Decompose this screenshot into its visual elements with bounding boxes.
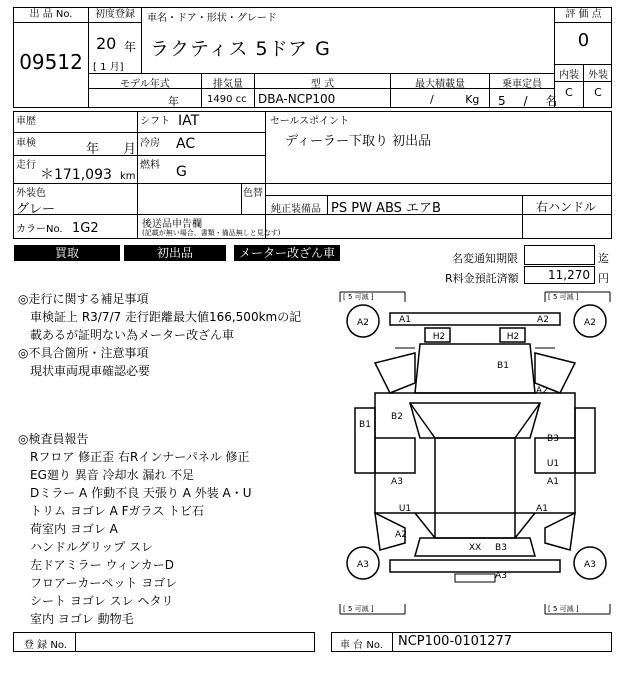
exterior-grade: C (594, 86, 602, 99)
divider (88, 73, 554, 74)
front-bumper-left-label: A1 (399, 315, 411, 325)
exterior-color-label: 外装色 (16, 188, 46, 199)
supplement-line-2: 載あるが証明ない為メーター改ざん車 (30, 328, 235, 342)
first-registration-label: 初度登録 (89, 8, 141, 23)
notice-deadline-label: 名変通知期限 (452, 252, 518, 265)
car-name: ラクティス 5ドア G (150, 38, 331, 60)
color-change-label: 色替 (243, 188, 263, 199)
right-quarter-label: A1 (536, 504, 548, 514)
defect-line-1: 現状車両現車確認必要 (30, 364, 151, 378)
mileage-unit: km (120, 171, 136, 182)
supplement-line-1: 車検証上 R3/7/7 走行距離最大値166,500kmの記 (30, 310, 302, 324)
recycle-fee-value: 11,270 (524, 266, 595, 284)
divider (522, 195, 523, 214)
front-bumper-right-label: A2 (537, 315, 549, 325)
left-quarter-u-label: U1 (398, 504, 412, 514)
score-value: 0 (577, 30, 590, 51)
inspector-line-7: 左ドアミラー ウィンカーD (30, 558, 174, 572)
wheel-rear-left-label: A3 (357, 560, 369, 570)
tag-kaitori: 買取 (14, 245, 120, 261)
right-front-door-label: B3 (547, 434, 559, 444)
type-value: DBA-NCP100 (258, 92, 336, 106)
inspector-title: ◎検査員報告 (18, 432, 89, 446)
divider (137, 214, 138, 239)
fuel-label: 燃料 (140, 160, 160, 171)
right-rear-door-label: A1 (547, 477, 559, 487)
fuel-value: G (176, 164, 187, 180)
tag-meter-tampered: メーター改ざん車 (234, 245, 340, 261)
first-registration-year-unit: 年 (124, 40, 137, 54)
car-name-label: 車名・ドア・形状・グレード (147, 13, 277, 24)
displacement-label: 排気量 (213, 79, 243, 90)
notice-deadline-unit: 迄 (598, 252, 609, 265)
headlight-left-label: H2 (432, 332, 446, 342)
inspector-line-5: 荷室内 ヨゴレ A (30, 522, 118, 536)
divider (241, 183, 242, 214)
inspector-line-1: Rフロア 修正歪 右Rインナーパネル 修正 (30, 450, 250, 464)
first-registration-year: 20 (96, 34, 117, 53)
inspector-line-3: Dミラー A 作動不良 天張り A 外装 A・U (30, 486, 252, 500)
interior-grade: C (565, 86, 573, 99)
divider (392, 632, 393, 652)
notice-deadline-value (524, 245, 595, 265)
left-front-door-label: B1 (359, 420, 371, 430)
right-fender-label: A2 (536, 386, 548, 396)
equipment-value: PS PW ABS エアB (331, 201, 441, 216)
ac-label: 冷房 (140, 138, 160, 149)
divider (137, 111, 138, 214)
left-quarter-a-label: A2 (395, 530, 407, 540)
recycle-fee-label: R料金預託済額 (445, 272, 519, 285)
model-year-value: 年 (168, 95, 179, 108)
lot-number-label: 出 品 No. (14, 8, 88, 23)
inspection-label: 車検 (16, 138, 36, 149)
divider (141, 7, 142, 73)
car-damage-diagram (335, 288, 615, 628)
recycle-fee-unit: 円 (598, 272, 609, 285)
tire-tread-rear-right: [ 5 可減 ] (548, 605, 579, 613)
divider (265, 195, 612, 196)
chassis-number: NCP100-0101277 (398, 634, 513, 649)
rear-a3-label: A3 (495, 571, 507, 581)
max-load-label: 最大積載量 (415, 79, 465, 90)
divider (13, 155, 265, 156)
divider (265, 111, 266, 239)
divider (75, 632, 76, 652)
tire-tread-front-left: [ 5 可減 ] (343, 293, 374, 301)
history-label: 車歴 (16, 116, 36, 127)
ac-value: AC (176, 136, 196, 152)
exterior-label: 外装 (588, 70, 608, 81)
inspection-value: 年 月 (86, 142, 137, 157)
capacity-value: 5 / 名 (498, 94, 558, 108)
handle-value: 右ハンドル (536, 200, 597, 214)
sales-point-label: セールスポイント (270, 116, 350, 127)
inspector-line-8: フロアーカーペット ヨゴレ (30, 576, 178, 590)
wheel-rear-right-label: A3 (584, 560, 596, 570)
reg-number-label: 登 録 No. (24, 640, 67, 651)
tire-tread-rear-left: [ 5 可減 ] (343, 605, 374, 613)
model-year-label: モデル年式 (120, 79, 170, 90)
roof-front-label: B2 (391, 412, 403, 422)
wheel-front-left-label: A2 (357, 318, 369, 328)
capacity-label: 乗車定員 (502, 79, 542, 90)
headlight-right-label: H2 (506, 332, 520, 342)
exterior-color-value: グレー (16, 202, 56, 217)
color-no-label: カラーNo. (16, 224, 63, 235)
hood-label: B1 (497, 361, 509, 371)
equipment-label: 純正装備品 (271, 204, 321, 215)
divider (13, 132, 265, 133)
score-label: 評 価 点 (555, 8, 612, 23)
shift-value: IAT (178, 113, 200, 129)
right-pillar-label: U1 (546, 459, 560, 469)
defect-title: ◎不具合箇所・注意事項 (18, 346, 149, 360)
divider (327, 195, 328, 214)
inspector-line-2: EG廻り 異音 冷却水 漏れ 不足 (30, 468, 195, 482)
rear-xx-label: XX (468, 543, 482, 553)
chassis-number-label: 車 台 No. (340, 640, 383, 651)
divider (522, 214, 523, 239)
aftermarket-label: 後送品申告欄 (142, 219, 202, 230)
inspector-line-9: シート ヨゴレ スレ ヘタリ (30, 594, 174, 608)
sales-point-value: ディーラー下取り 初出品 (285, 134, 432, 149)
left-rear-door-label: A3 (391, 477, 403, 487)
wheel-front-right-label: A2 (584, 318, 596, 328)
mileage-value: ＊171,093 (40, 167, 112, 183)
displacement-value: 1490 cc (207, 94, 247, 105)
rear-b3-label: B3 (495, 543, 507, 553)
divider (554, 81, 612, 82)
inspector-line-6: ハンドルグリップ スレ (30, 540, 154, 554)
shift-label: シフト (140, 116, 170, 127)
max-load-value: / Kg (430, 93, 480, 106)
mileage-label: 走行 (16, 160, 36, 171)
color-no-value: 1G2 (72, 221, 99, 236)
type-label: 型 式 (310, 79, 335, 90)
first-registration-month: [ 1 月] (93, 62, 124, 73)
inspector-line-10: 室内 ヨゴレ 動物毛 (30, 612, 134, 626)
tire-tread-front-right: [ 5 可減 ] (548, 293, 579, 301)
aftermarket-note: (記載が無い場合、書類・備品無しと見なす) (142, 229, 281, 237)
interior-label: 内装 (559, 70, 579, 81)
inspector-line-4: トリム ヨゴレ A Fガラス トビ石 (30, 504, 205, 518)
supplement-title: ◎走行に関する補足事項 (18, 292, 149, 306)
tag-first-listing: 初出品 (124, 245, 226, 261)
lot-number: 09512 (19, 50, 83, 74)
